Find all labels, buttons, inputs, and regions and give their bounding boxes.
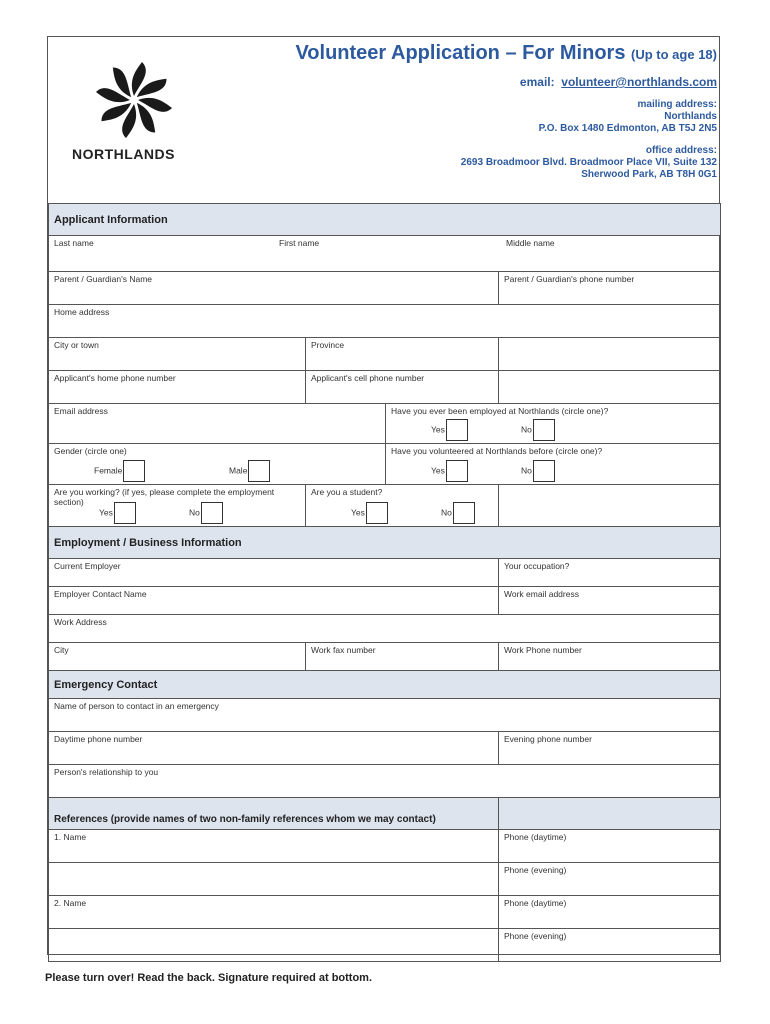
office-address: office address: 2693 Broadmoor Blvd. Broadmoor Place VII, Suite 132 Sherwood Park, AB T8H 0G1 [460, 145, 717, 180]
work-fax-field[interactable]: Work fax number [306, 643, 499, 671]
city-field[interactable]: City or town [49, 338, 306, 371]
home-phone-field[interactable]: Applicant's home phone number [49, 371, 306, 404]
home-address-field[interactable]: Home address [49, 305, 721, 338]
reference2-extra[interactable] [49, 929, 499, 962]
volunteered-yes-checkbox[interactable] [446, 460, 468, 482]
gender-question: Gender (circle one) Female Male [49, 444, 386, 485]
student-extra [499, 485, 721, 527]
work-phone-field[interactable]: Work Phone number [499, 643, 721, 671]
employed-yes-checkbox[interactable] [446, 419, 468, 441]
section-references: References (provide names of two non-family references whom we may contact) [49, 798, 499, 830]
employer-field[interactable]: Current Employer [49, 559, 499, 587]
emergency-eve-phone-field[interactable]: Evening phone number [499, 732, 721, 765]
emergency-name-field[interactable]: Name of person to contact in an emergency [49, 699, 721, 732]
relationship-field[interactable]: Person's relationship to you [49, 765, 721, 798]
employed-no-checkbox[interactable] [533, 419, 555, 441]
female-checkbox[interactable] [123, 460, 145, 482]
reference2-name-field[interactable]: 2. Name [49, 896, 499, 929]
parent-phone-field[interactable]: Parent / Guardian's phone number [499, 272, 721, 305]
student-no-checkbox[interactable] [453, 502, 475, 524]
mailing-address: mailing address: Northlands P.O. Box 1480 Edmonton, AB T5J 2N5 [538, 99, 717, 134]
header-block [295, 42, 717, 181]
swirl-logo-icon [94, 60, 174, 140]
volunteered-no-checkbox[interactable] [533, 460, 555, 482]
postal-code-field[interactable] [499, 338, 721, 371]
email-link[interactable]: volunteer@northlands.com [561, 75, 717, 89]
section-emergency: Emergency Contact [49, 671, 721, 699]
cell-phone-field[interactable]: Applicant's cell phone number [306, 371, 499, 404]
student-question: Are you a student? Yes No [306, 485, 499, 527]
employed-question: Have you ever been employed at Northlands (circle one)? Yes No [386, 404, 721, 444]
reference2-eve-phone-field[interactable]: Phone (evening) [499, 929, 721, 962]
work-address-field[interactable]: Work Address [49, 615, 721, 643]
section-employment: Employment / Business Information [49, 527, 721, 559]
reference1-day-phone-field[interactable]: Phone (daytime) [499, 830, 721, 863]
work-city-field[interactable]: City [49, 643, 306, 671]
occupation-field[interactable]: Your occupation? [499, 559, 721, 587]
logo-wordmark: NORTHLANDS [72, 146, 175, 162]
cell-phone-extra [499, 371, 721, 404]
reference2-day-phone-field[interactable]: Phone (daytime) [499, 896, 721, 929]
email-field[interactable]: Email address [49, 404, 386, 444]
page-title: Volunteer Application – For Minors (Up to age 18) [295, 42, 717, 64]
working-question: Are you working? (if yes, please complete the employment section) Yes No [49, 485, 306, 527]
footer-note: Please turn over! Read the back. Signature required at bottom. [45, 972, 373, 984]
parent-name-field[interactable]: Parent / Guardian's Name [49, 272, 499, 305]
student-yes-checkbox[interactable] [366, 502, 388, 524]
name-row[interactable]: Last name First name Middle name [49, 236, 721, 272]
emergency-day-phone-field[interactable]: Daytime phone number [49, 732, 499, 765]
work-email-field[interactable]: Work email address [499, 587, 721, 615]
reference1-extra[interactable] [49, 863, 499, 896]
working-yes-checkbox[interactable] [114, 502, 136, 524]
province-field[interactable]: Province [306, 338, 499, 371]
references-heading-blank [499, 798, 721, 830]
application-form [48, 203, 721, 962]
employer-contact-field[interactable]: Employer Contact Name [49, 587, 499, 615]
volunteered-question: Have you volunteered at Northlands before (circle one)? Yes No [386, 444, 721, 485]
reference1-name-field[interactable]: 1. Name [49, 830, 499, 863]
working-no-checkbox[interactable] [201, 502, 223, 524]
male-checkbox[interactable] [248, 460, 270, 482]
section-applicant: Applicant Information [49, 204, 721, 236]
email-line: email: volunteer@northlands.com [519, 75, 717, 89]
northlands-logo [72, 60, 202, 162]
reference1-eve-phone-field[interactable]: Phone (evening) [499, 863, 721, 896]
